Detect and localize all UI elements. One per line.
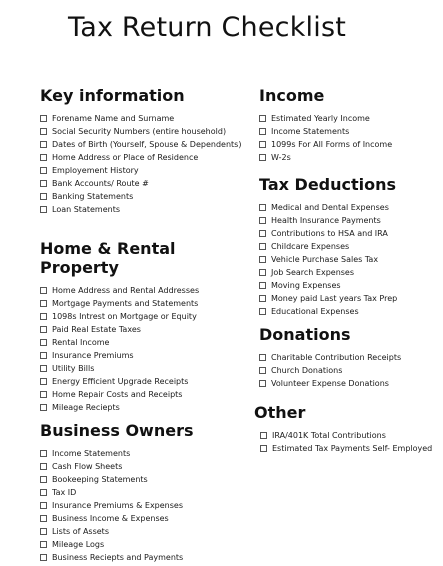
checklist-item[interactable] (40, 362, 200, 375)
checkbox[interactable] (259, 308, 266, 315)
checklist-item-label: Dates of Birth (Yourself, Spouse & Dependents) (52, 140, 242, 149)
checklist-item-label: Business Reciepts and Payments (52, 553, 184, 562)
checkbox[interactable] (40, 128, 47, 135)
checklist-item[interactable] (40, 297, 200, 310)
checklist-item[interactable] (259, 112, 392, 125)
checkbox[interactable] (259, 295, 266, 302)
checklist-item-label: Employement History (52, 166, 139, 175)
checkbox[interactable] (40, 154, 47, 161)
checkbox[interactable] (40, 206, 47, 213)
checkbox[interactable] (40, 489, 47, 496)
checkbox[interactable] (259, 380, 266, 387)
checklist-item[interactable] (40, 323, 200, 336)
section-heading: Other (254, 403, 306, 422)
checklist-item-label: Income Statements (271, 127, 350, 136)
checklist-item-label: 1098s Intrest on Mortgage or Equity (52, 312, 197, 321)
checklist-item[interactable] (40, 499, 194, 512)
checklist-item-label: Home Repair Costs and Receipts (52, 390, 183, 399)
checklist-item-label: Income Statements (52, 449, 131, 458)
checklist-item-label: Utility Bills (52, 364, 95, 373)
checkbox[interactable] (40, 450, 47, 457)
checklist-item[interactable] (259, 201, 397, 214)
checklist-item[interactable] (40, 310, 200, 323)
checklist-item[interactable] (40, 151, 241, 164)
checklist-item-label: Mortgage Payments and Statements (52, 299, 199, 308)
checklist-item-label: Bookeeping Statements (52, 475, 148, 484)
checklist-item[interactable] (259, 138, 392, 151)
checklist-item-label: Tax ID (52, 488, 77, 497)
checkbox[interactable] (259, 354, 266, 361)
checklist-item-label: Home Address or Place of Residence (52, 153, 199, 162)
checklist-item[interactable] (40, 164, 241, 177)
checkbox[interactable] (40, 352, 47, 359)
checklist-item[interactable] (259, 240, 397, 253)
checklist-item-label: Health Insurance Payments (271, 216, 381, 225)
checkbox[interactable] (40, 476, 47, 483)
checklist (259, 112, 392, 164)
checkbox[interactable] (40, 528, 47, 535)
checklist-item-label: Mileage Reciepts (52, 403, 120, 412)
checklist-item[interactable] (40, 125, 241, 138)
checklist-item[interactable] (259, 351, 401, 364)
checklist-item[interactable] (40, 486, 194, 499)
checkbox[interactable] (40, 554, 47, 561)
checklist-item[interactable] (40, 284, 200, 297)
checklist-item[interactable] (40, 203, 241, 216)
checklist-item-label: Insurance Premiums (52, 351, 134, 360)
checklist-item[interactable] (260, 429, 432, 442)
checkbox[interactable] (259, 141, 266, 148)
checklist-item[interactable] (40, 525, 194, 538)
checklist-item[interactable] (259, 266, 397, 279)
checkbox[interactable] (259, 282, 266, 289)
section-heading: Business Owners (40, 421, 194, 440)
checklist-item-label: Job Search Expenses (271, 268, 355, 277)
checklist-item[interactable] (40, 336, 200, 349)
checkbox[interactable] (40, 502, 47, 509)
other-section (254, 403, 432, 455)
key-information-section (40, 86, 241, 216)
checkbox[interactable] (259, 115, 266, 122)
checkbox[interactable] (40, 339, 47, 346)
checklist-item-label: Social Security Numbers (entire household) (52, 127, 227, 136)
checklist-item[interactable] (260, 442, 432, 455)
checkbox[interactable] (40, 287, 47, 294)
donations-section (259, 325, 401, 390)
checkbox[interactable] (40, 326, 47, 333)
checklist-item-label: Bank Accounts/ Route # (52, 179, 149, 188)
checkbox[interactable] (259, 367, 266, 374)
checklist-item[interactable] (40, 112, 241, 125)
checklist-item[interactable] (40, 349, 200, 362)
checklist-item-label: Paid Real Estate Taxes (52, 325, 141, 334)
checklist-item[interactable] (259, 364, 401, 377)
checklist-item-label: Insurance Premiums & Expenses (52, 501, 183, 510)
checklist-item-label: Estimated Tax Payments Self- Employed (272, 444, 433, 453)
income-section (259, 86, 392, 164)
checkbox[interactable] (259, 217, 266, 224)
business-owners-section (40, 421, 194, 564)
page-title: Tax Return Checklist (67, 12, 347, 43)
checkbox[interactable] (40, 378, 47, 385)
checklist-item[interactable] (259, 305, 397, 318)
checklist-item-label: Childcare Expenses (271, 242, 350, 251)
checklist-item-label: Estimated Yearly Income (271, 114, 370, 123)
checklist-item-label: Banking Statements (52, 192, 134, 201)
checklist (259, 351, 401, 390)
checkbox[interactable] (260, 432, 267, 439)
checklist-item-label: Cash Flow Sheets (52, 462, 123, 471)
checkbox[interactable] (40, 404, 47, 411)
checklist-item[interactable] (259, 125, 392, 138)
checkbox[interactable] (40, 180, 47, 187)
section-heading: Tax Deductions (259, 175, 397, 194)
checklist-item[interactable] (259, 279, 397, 292)
checklist-item-label: Mileage Logs (52, 540, 105, 549)
checklist (259, 201, 397, 318)
checklist-item[interactable] (40, 388, 200, 401)
checklist-item[interactable] (40, 460, 194, 473)
checklist-item-label: Vehicle Purchase Sales Tax (271, 255, 379, 264)
checklist-item-label: Forename Name and Surname (52, 114, 175, 123)
checklist-item-label: Volunteer Expense Donations (271, 379, 389, 388)
checkbox[interactable] (259, 256, 266, 263)
checklist-item-label: Home Address and Rental Addresses (52, 286, 200, 295)
checklist (40, 284, 200, 414)
checkbox[interactable] (40, 313, 47, 320)
checklist-item-label: Educational Expenses (271, 307, 359, 316)
checklist-item[interactable] (259, 151, 392, 164)
checkbox[interactable] (259, 230, 266, 237)
checklist-item-label: Contributions to HSA and IRA (271, 229, 388, 238)
checkbox[interactable] (40, 541, 47, 548)
checklist-item[interactable] (40, 473, 194, 486)
checklist-item[interactable] (259, 292, 397, 305)
checklist (40, 447, 194, 564)
checklist-item[interactable] (40, 538, 194, 551)
checkbox[interactable] (40, 300, 47, 307)
checkbox[interactable] (259, 154, 266, 161)
checkbox[interactable] (259, 269, 266, 276)
checklist-item[interactable] (40, 447, 194, 460)
checklist-item[interactable] (40, 138, 241, 151)
home-rental-section (40, 239, 200, 414)
checklist-item[interactable] (40, 375, 200, 388)
section-heading: Key information (40, 86, 185, 105)
section-heading: Donations (259, 325, 351, 344)
section-heading: Income (259, 86, 325, 105)
checklist-item-label: Money paid Last years Tax Prep (271, 294, 398, 303)
checkbox[interactable] (259, 128, 266, 135)
checklist-item-label: 1099s For All Forms of Income (271, 140, 393, 149)
checklist-item[interactable] (40, 177, 241, 190)
checkbox[interactable] (40, 463, 47, 470)
checkbox[interactable] (40, 115, 47, 122)
checklist-item-label: IRA/401K Total Contributions (272, 431, 386, 440)
checklist-item-label: Business Income & Expenses (52, 514, 169, 523)
tax-deductions-section (259, 175, 397, 318)
checkbox[interactable] (259, 204, 266, 211)
checklist-item[interactable] (40, 401, 200, 414)
checkbox[interactable] (40, 141, 47, 148)
checklist-item[interactable] (40, 551, 194, 564)
checkbox[interactable] (40, 365, 47, 372)
checklist-item-label: Church Donations (271, 366, 343, 375)
checklist-item[interactable] (259, 253, 397, 266)
checklist-item[interactable] (40, 190, 241, 203)
checklist-item-label: Energy Efficient Upgrade Receipts (52, 377, 189, 386)
checklist-item-label: Moving Expenses (271, 281, 341, 290)
checklist-item-label: Rental Income (52, 338, 110, 347)
checkbox[interactable] (40, 391, 47, 398)
checklist-item[interactable] (259, 227, 397, 240)
checklist (260, 429, 432, 455)
checklist-item[interactable] (40, 512, 194, 525)
checklist-item[interactable] (259, 377, 401, 390)
checklist-item-label: Charitable Contribution Receipts (271, 353, 402, 362)
checkbox[interactable] (40, 167, 47, 174)
section-heading: Home & Rental Property (40, 239, 176, 277)
checklist-item-label: Lists of Assets (52, 527, 109, 536)
checkbox[interactable] (259, 243, 266, 250)
checkbox[interactable] (40, 515, 47, 522)
checklist-item-label: Medical and Dental Expenses (271, 203, 389, 212)
checklist-item-label: W-2s (271, 153, 291, 162)
checklist (40, 112, 241, 216)
checklist-item[interactable] (259, 214, 397, 227)
checkbox[interactable] (260, 445, 267, 452)
checklist-item-label: Loan Statements (52, 205, 120, 214)
checkbox[interactable] (40, 193, 47, 200)
